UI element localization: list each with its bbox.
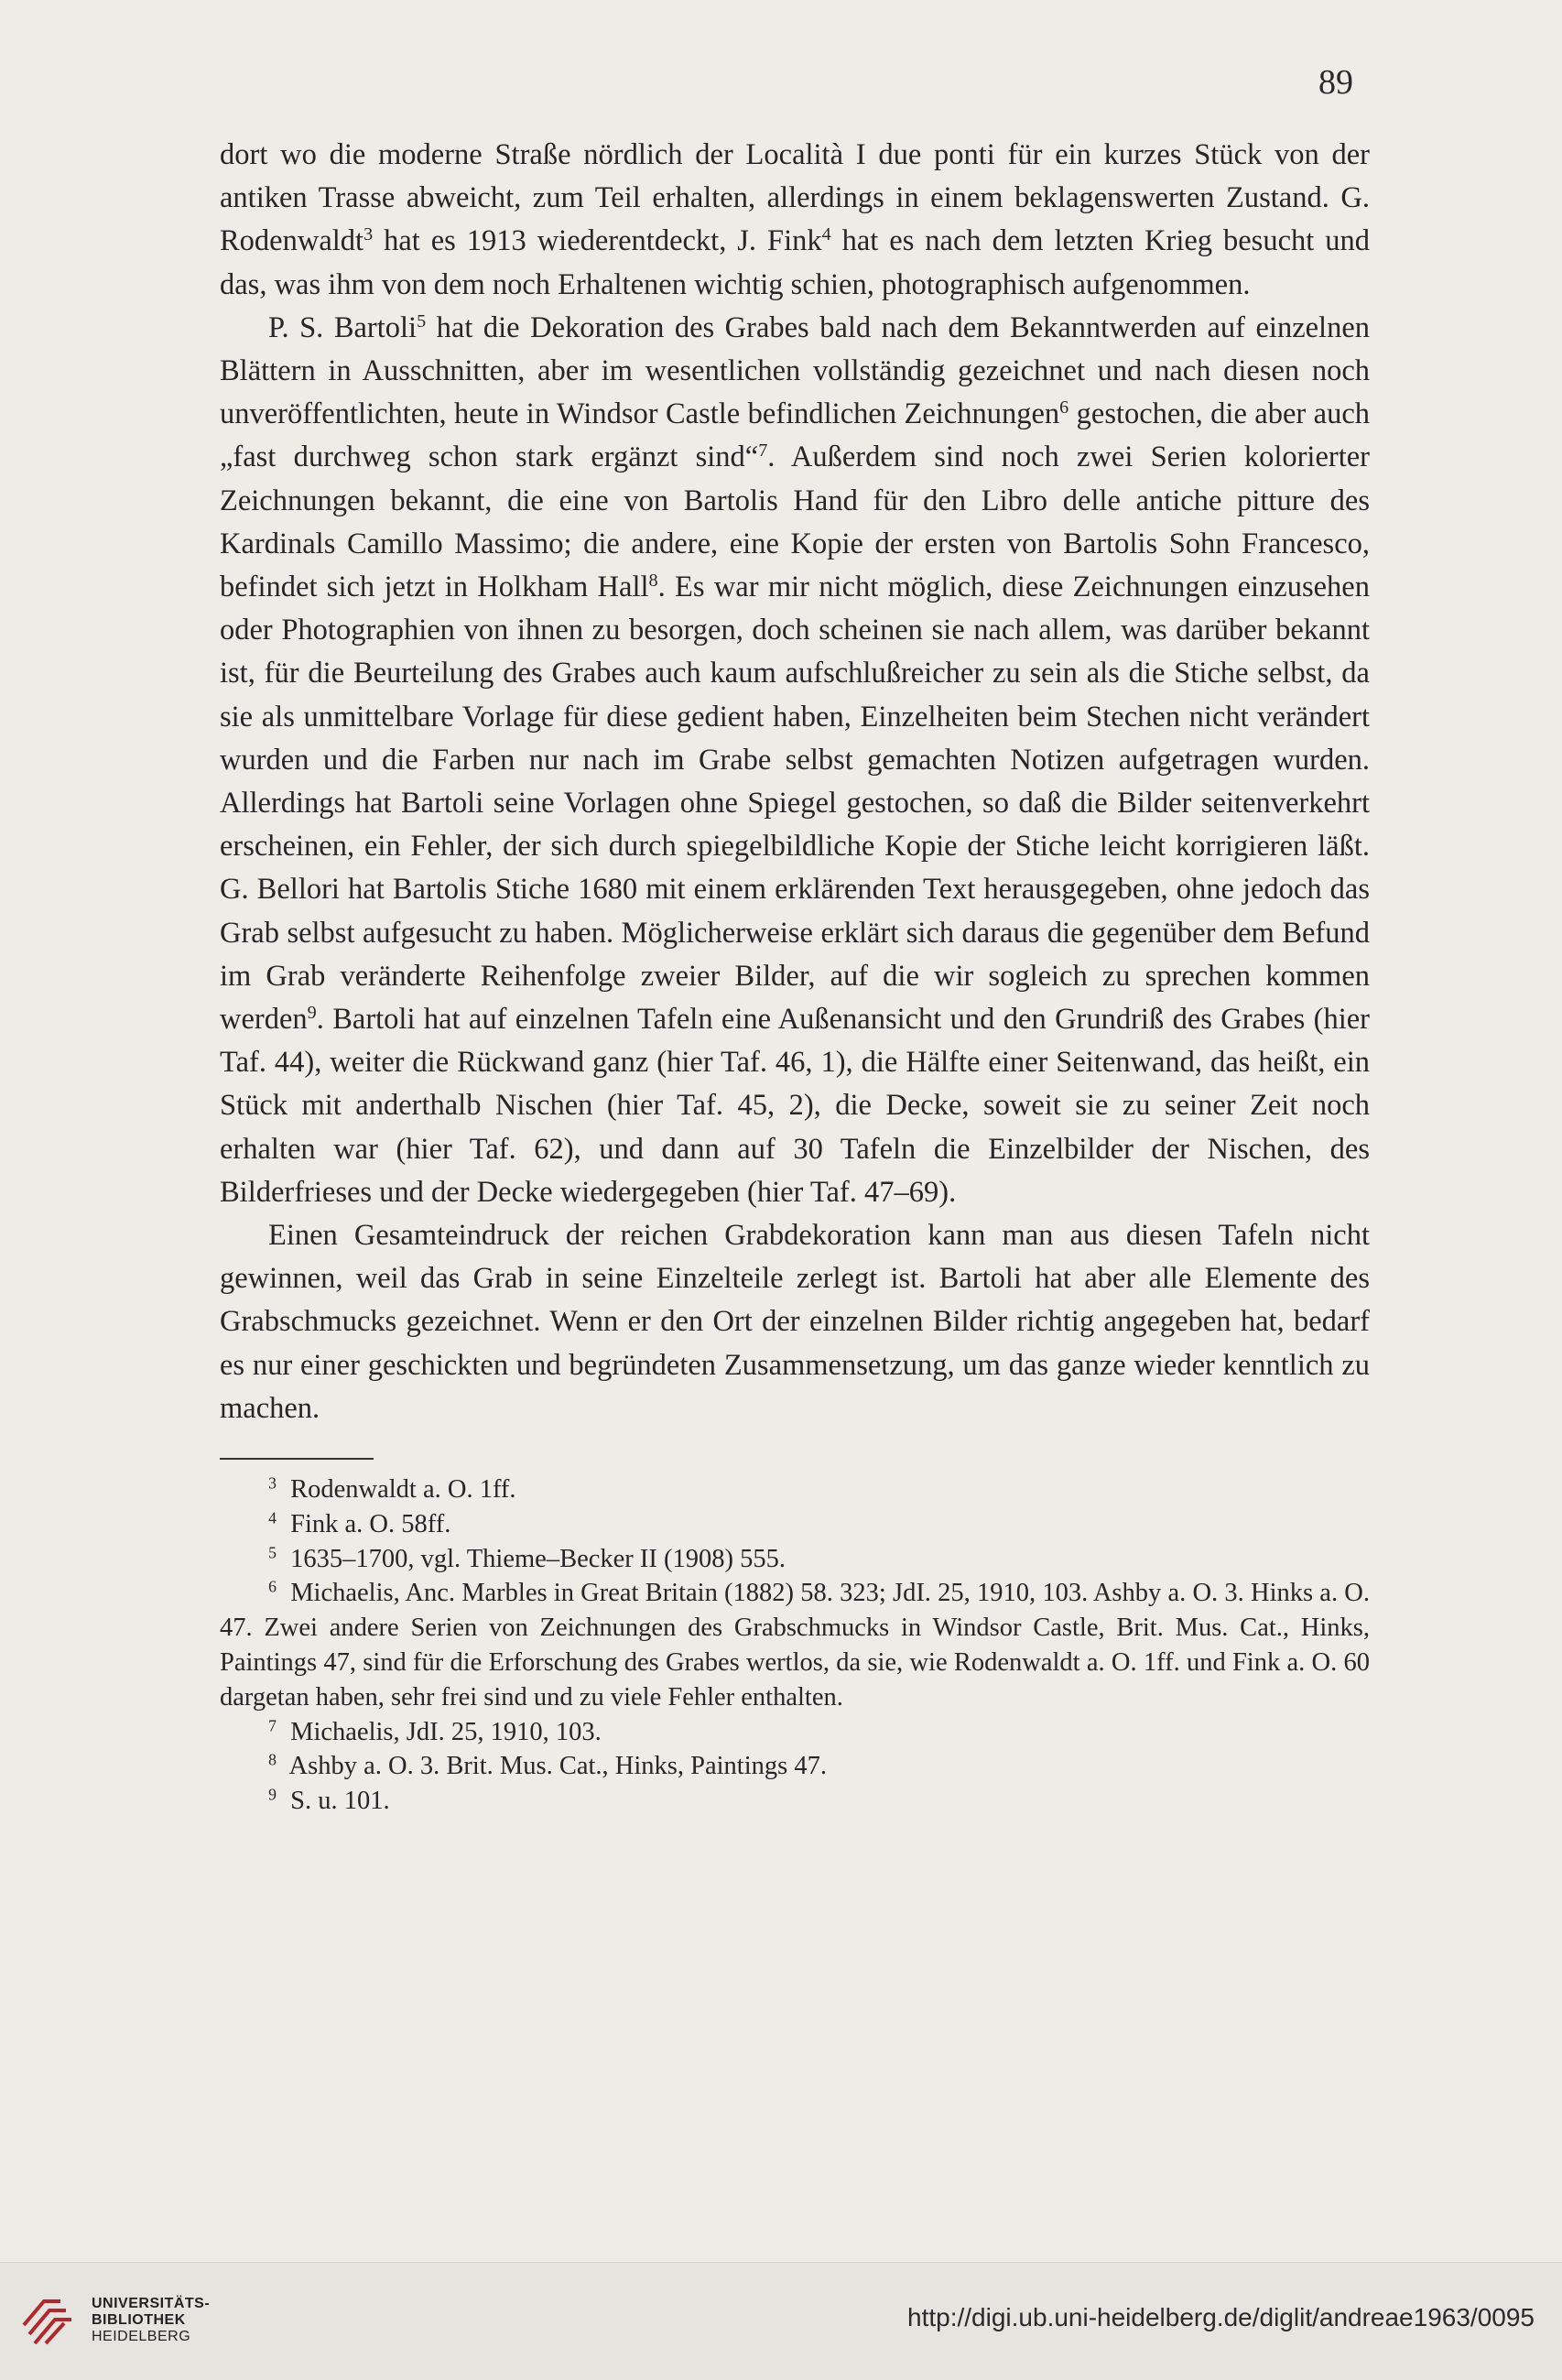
footnote-reference[interactable]: 8 — [648, 570, 658, 591]
footnote-3 — [220, 1473, 1370, 1507]
paragraph-1 — [220, 134, 1370, 307]
paragraph-text: P. S. Bartoli — [268, 310, 418, 344]
paragraph-text: hat die Dekoration des Grabes bald nach dem Bekanntwerden auf einzelnen Blättern in Ausschnitten, aber im wesentlichen vollständig gezeichnet und nach diesen noch unveröffentlichten, heute in Windsor Castle befindlichen Zeichnungen — [220, 310, 1370, 431]
footnote-marker — [220, 1715, 284, 1750]
paragraph-text: dort wo die moderne Straße nördlich der Località I due ponti für ein kurzes Stück von der antiken Trasse abweicht, zum Teil erhalten, allerdings in einem beklagenswerten Zustand. G. Rodenwaldt — [220, 138, 1370, 258]
footnote-text: S. u. 101. — [284, 1787, 390, 1816]
footnote-number: 5 — [268, 1542, 277, 1561]
footnote-text: Fink a. O. 58ff. — [284, 1509, 451, 1538]
page-number: 89 — [1318, 63, 1353, 102]
footnote-reference[interactable]: 6 — [1059, 397, 1069, 418]
paragraph-text: . Es war mir nicht möglich, diese Zeichnungen einzusehen oder Photographien von ihnen zu besorgen, doch scheinen sie nach allem, was darüber bekannt ist, für die Beurteilung des Grabes auch kaum aufschlußreicher zu sein als die Stiche selbst, da sie als unmittelbare Vorlage für diese gedient haben, Einzelheiten beim Stechen nicht verändert wurden und die Farben nur nach im Grabe selbst gemachten Notizen aufgetragen wurden. Allerdings hat Bartoli seine Vorlagen ohne Spiegel gestochen, so daß die Bilder seitenverkehrt erscheinen, ein Fehler, der sich durch spiegelbildliche Kopie der Stiche leicht korrigieren läßt. G. Bellori hat Bartolis Stiche 1680 mit einem erklärenden Text herausgegeben, ohne jedoch das Grab selbst aufgesucht zu haben. Möglicherweise erklärt sich daraus die gegenüber dem Befund im Grab veränderte Reihenfolge zweier Bilder, auf die wir sogleich zu sprechen kommen werden — [220, 571, 1370, 1037]
footnote-marker — [220, 1542, 284, 1577]
footnote-6 — [220, 1576, 1370, 1714]
university-library-logo-icon — [18, 2288, 77, 2347]
paragraph-text: . Außerdem sind noch zwei Serien kolorierter Zeichnungen bekannt, die eine von Bartolis Hand für den Libro delle antiche pitture des Kardinals Camillo Massimo; die andere, eine Kopie der ersten von Bartolis Sohn Francesco, befindet sich jetzt in Holkham Hall — [220, 440, 1370, 604]
footnote-4 — [220, 1507, 1370, 1542]
footnote-reference[interactable]: 5 — [417, 310, 427, 331]
body-text — [220, 134, 1370, 1819]
footnote-marker — [220, 1473, 284, 1507]
footnote-number: 6 — [268, 1577, 277, 1596]
footnote-number: 9 — [268, 1785, 277, 1804]
footnote-text: Michaelis, Anc. Marbles in Great Britain (1882) 58. 323; JdI. 25, 1910, 103. Ashby a. O. 3. Hinks a. O. 47. Zwei andere Serien von Zeichnungen des Grabschmucks in Windsor Castle, Brit. Mus. Cat., Hinks, Paintings 47, sind für die Erforschung des Grabes wertlos, da sie, wie Rodenwaldt a. O. 1ff. und Fink a. O. 60 dargetan haben, sehr frei sind und zu viele Fehler enthalten. — [220, 1579, 1370, 1712]
footnote-reference[interactable]: 9 — [307, 1002, 317, 1023]
footnote-8 — [220, 1749, 1370, 1784]
footnote-number: 8 — [268, 1750, 277, 1769]
footnote-marker — [220, 1749, 284, 1784]
viewer-footer — [0, 2262, 1562, 2380]
footnotes — [220, 1473, 1370, 1819]
paragraph-text: gestochen, die aber auch „fast durchweg schon stark ergänzt sind“ — [220, 397, 1370, 474]
paragraphs — [220, 134, 1370, 1430]
footnote-number: 4 — [268, 1508, 277, 1527]
paragraph-text: hat es nach dem letzten Krieg besucht und das, was ihm von dem noch Erhaltenen wichtig schien, photographisch aufgenommen. — [220, 224, 1370, 301]
footnote-text: 1635–1700, vgl. Thieme–Becker II (1908) 555. — [284, 1544, 786, 1573]
footnote-marker — [220, 1784, 284, 1819]
library-name-line2: BIBLIOTHEK — [92, 2312, 186, 2328]
footnote-7 — [220, 1715, 1370, 1750]
paragraph-text: Einen Gesamteindruck der reichen Grabdekoration kann man aus diesen Tafeln nicht gewinnen, weil das Grab in seine Einzelteile zerlegt ist. Bartoli hat aber alle Elemente des Grabschmucks gezeichnet. Wenn er den Ort der einzelnen Bilder richtig angegeben hat, bedarf es nur einer geschickten und begründeten Zusammensetzung, um das ganze wieder kenntlich zu machen. — [220, 1219, 1370, 1425]
paragraph-2 — [220, 307, 1370, 1214]
footnote-5 — [220, 1542, 1370, 1577]
footnote-reference[interactable]: 7 — [758, 440, 768, 462]
paragraph-text: . Bartoli hat auf einzelnen Tafeln eine Außenansicht und den Grundriß des Grabes (hier Taf. 44), weiter die Rückwand ganz (hier Taf. 46, 1), die Hälfte einer Seitenwand, das heißt, ein Stück mit anderthalb Nischen (hier Taf. 45, 2), die Decke, soweit sie zu seiner Zeit noch erhalten war (hier Taf. 62), und dann auf 30 Tafeln die Einzelbilder der Nischen, des Bilderfrieses und der Decke wiedergegeben (hier Taf. 47–69). — [220, 1003, 1370, 1209]
footnote-text: Rodenwaldt a. O. 1ff. — [284, 1475, 516, 1505]
footnote-number: 7 — [268, 1715, 277, 1734]
paragraph-3 — [220, 1214, 1370, 1430]
library-name — [92, 2296, 210, 2345]
footnote-marker — [220, 1507, 284, 1542]
library-name-line1: UNIVERSITÄTS- — [92, 2296, 211, 2311]
footnote-divider — [220, 1458, 374, 1460]
footnote-number: 3 — [268, 1473, 277, 1493]
footnote-reference[interactable]: 4 — [821, 224, 831, 245]
footnote-text: Michaelis, JdI. 25, 1910, 103. — [284, 1717, 602, 1746]
footnote-marker — [220, 1576, 284, 1611]
paragraph-text: hat es 1913 wiederentdeckt, J. Fink — [373, 224, 822, 258]
permalink-url[interactable]: http://digi.ub.uni-heidelberg.de/diglit/andreae1963/0095 — [907, 2303, 1535, 2331]
footnote-text: Ashby a. O. 3. Brit. Mus. Cat., Hinks, Paintings 47. — [284, 1752, 827, 1781]
library-name-line3: HEIDELBERG — [92, 2329, 191, 2344]
footnote-9 — [220, 1784, 1370, 1819]
footnote-reference[interactable]: 3 — [363, 224, 374, 245]
